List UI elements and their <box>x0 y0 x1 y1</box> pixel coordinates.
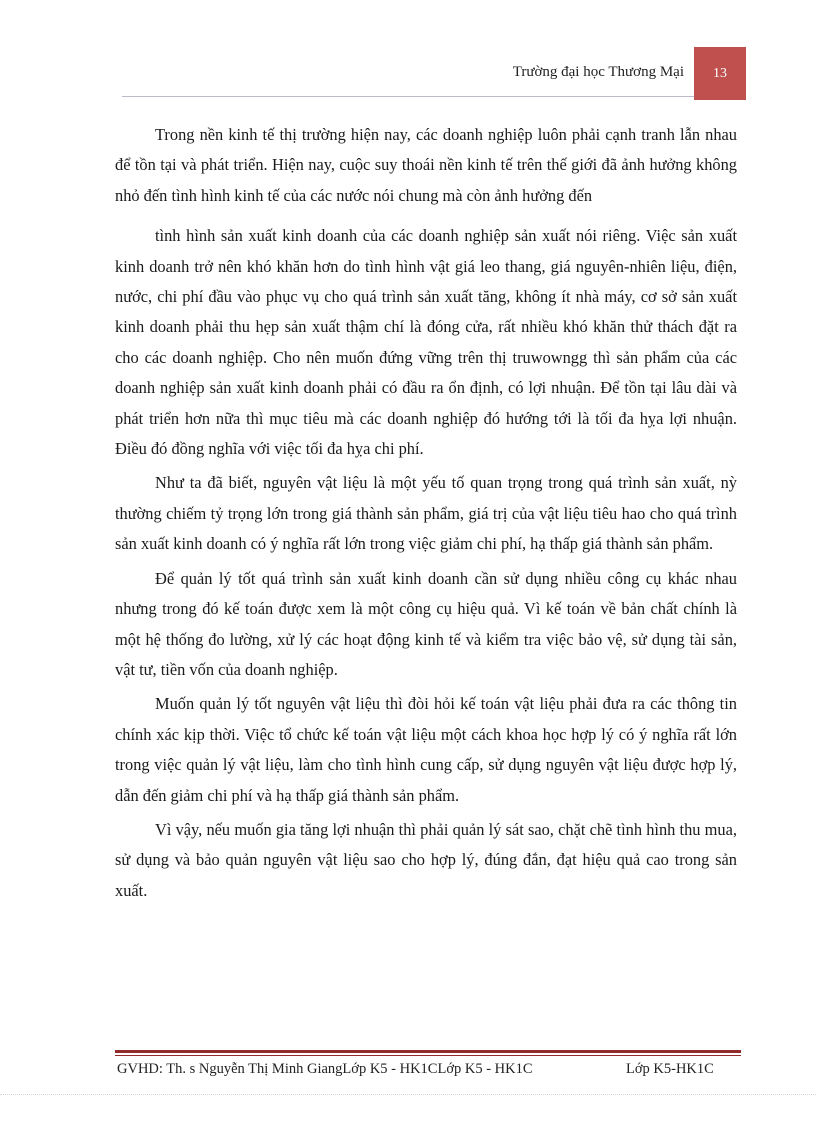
paragraph-3: Như ta đã biết, nguyên vật liệu là một yếu tố quan trọng trong quá trình sản xuất, nỳ thường chiếm tỷ trọng lớn trong giá thành sản phẩm, giá trị của vật liệu tiêu hao cho quá trình sản xuất kinh doanh có ý nghĩa rất lớn trong việc giảm chi phí, hạ thấp giá thành sản phẩm. <box>115 473 737 554</box>
paragraph-1: Trong nền kinh tế thị trường hiện nay, các doanh nghiệp luôn phải cạnh tranh lẫn nhau để tồn tại và phát triển. Hiện nay, cuộc suy thoái nền kinh tế trên thế giới đã ảnh hưởng không nhỏ đến tình hình kinh tế của các nước nói chung mà còn ảnh hưởng đến <box>115 125 737 205</box>
page-number: 13 <box>713 65 727 81</box>
footer-instructor: GVHD: Th. s Nguyễn Thị Minh GiangLớp K5 - HK1CLớp K5 - HK1C <box>117 1061 533 1077</box>
footer-class: Lớp K5-HK1C <box>626 1061 714 1077</box>
footer-divider-thin <box>115 1055 741 1056</box>
page-header <box>0 0 816 110</box>
paragraph-6: Vì vậy, nếu muốn gia tăng lợi nhuận thì phải quản lý sát sao, chặt chẽ tình hình thu mua, sử dụng và bảo quản nguyên vật liệu sao cho hợp lý, đúng đắn, đạt hiệu quả cao trong sản xuất. <box>115 819 737 900</box>
page-number-badge <box>694 47 746 100</box>
header-title: Trường đại học Thương Mại <box>512 64 684 80</box>
paragraph-4: Để quản lý tốt quá trình sản xuất kinh doanh cần sử dụng nhiều công cụ khác nhau nhưng trong đó kế toán được xem là một công cụ hiệu quả. Vì kế toán về bản chất chính là một hệ thống đo lường, xử lý các hoạt động kinh tế và kiểm tra việc bảo vệ, sử dụng tài sản, vật tư, tiền vốn của doanh nghiệp. <box>115 568 737 679</box>
header-divider <box>122 96 694 97</box>
paragraph-2: tình hình sản xuất kinh doanh của các doanh nghiệp sản xuất nói riêng. Việc sản xuất kinh doanh trở nên khó khăn hơn do tình hình vật giá leo thang, giá nguyên-nhiên liệu, điện, nước, chi phí đầu vào phục vụ cho quá trình sản xuất tăng, không ít nhà máy, cơ sở sản xuất kinh doanh phải thu hẹp sản xuất thậm chí là đóng cửa, rất nhiều khó khăn thử thách đặt ra cho các doanh nghiệp. Cho nên muốn đứng vững trên thị truwowngg thì sản phẩm của các doanh nghiệp sản xuất kinh doanh phải có đầu ra ổn định, có lợi nhuận. Để tồn tại lâu dài và phát triển hơn nữa thì mục tiêu mà các doanh nghiệp đó hướng tới là tối đa hỵa lợi nhuận. Điều đó đồng nghĩa với việc tối đa hỵa chi phí. <box>115 226 737 459</box>
paragraph-5: Muốn quản lý tốt nguyên vật liệu thì đòi hỏi kế toán vật liệu phải đưa ra các thông tin chính xác kịp thời. Việc tổ chức kế toán vật liệu một cách khoa học hợp lý có ý nghĩa rất lớn trong việc quản lý vật liệu, làm cho tình hình cung cấp, sử dụng nguyên vật liệu được hợp lý, dẫn đến giảm chi phí và hạ thấp giá thành sản phẩm. <box>115 694 737 805</box>
document-body <box>115 120 737 906</box>
page-bottom-edge <box>0 1094 816 1095</box>
footer-divider-thick <box>115 1050 741 1053</box>
